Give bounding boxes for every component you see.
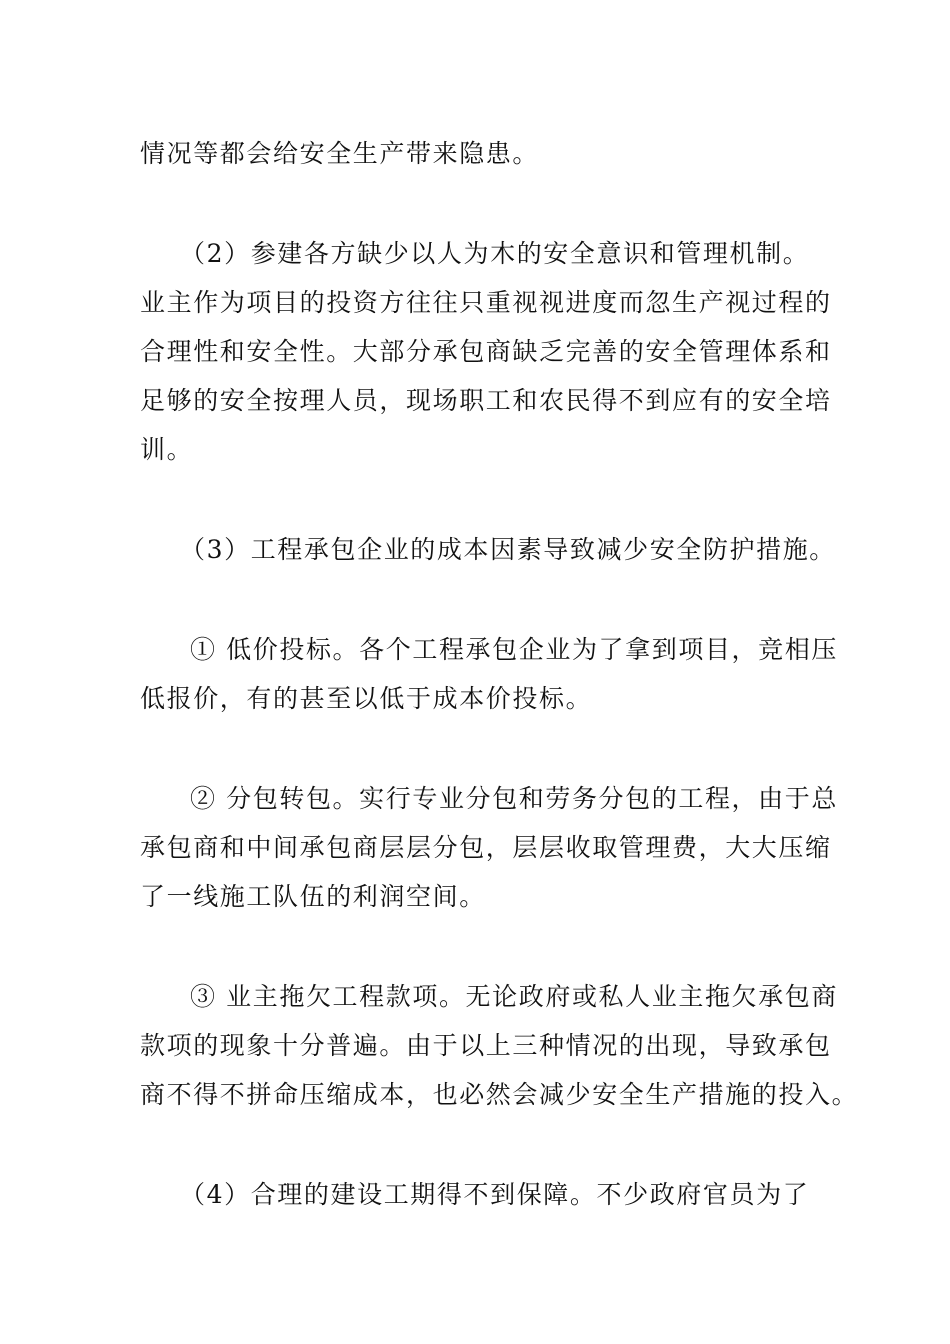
paragraph-line: 承包商和中间承包商层层分包，层层收取管理费，大大压缩 — [140, 833, 832, 862]
paragraph-line: （4）合理的建设工期得不到保障。不少政府官员为了 — [180, 1180, 810, 1209]
paragraph-line: 足够的安全按理人员，现场职工和农民得不到应有的安全培 — [140, 386, 832, 415]
paragraph-line: 款项的现象十分普遍。由于以上三种情况的出现，导致承包 — [140, 1031, 832, 1060]
paragraph-line: 低报价，有的甚至以低于成本价投标。 — [140, 684, 593, 713]
paragraph-line: 合理性和安全性。大部分承包商缺乏完善的安全管理体系和 — [140, 337, 832, 366]
paragraph-line: ① 低价投标。各个工程承包企业为了拿到项目，竞相压 — [190, 635, 838, 664]
paragraph-line: ③ 业主拖欠工程款项。无论政府或私人业主拖欠承包商 — [190, 982, 838, 1011]
paragraph-line: 训。 — [140, 435, 194, 464]
paragraph-line: ② 分包转包。实行专业分包和劳务分包的工程，由于总 — [190, 784, 838, 813]
paragraph-line: （3）工程承包企业的成本因素导致减少安全防护措施。 — [180, 535, 836, 564]
paragraph-line: 情况等都会给安全生产带来隐患。 — [140, 139, 540, 168]
paragraph-line: 商不得不拼命压缩成本，也必然会减少安全生产措施的投入。 — [140, 1080, 859, 1109]
paragraph-line: 业主作为项目的投资方往往只重视视进度而忽生产视过程的 — [140, 288, 832, 317]
paragraph-line: （2）参建各方缺少以人为木的安全意识和管理机制。 — [180, 239, 810, 268]
paragraph-line: 了一线施工队伍的利润空间。 — [140, 882, 486, 911]
